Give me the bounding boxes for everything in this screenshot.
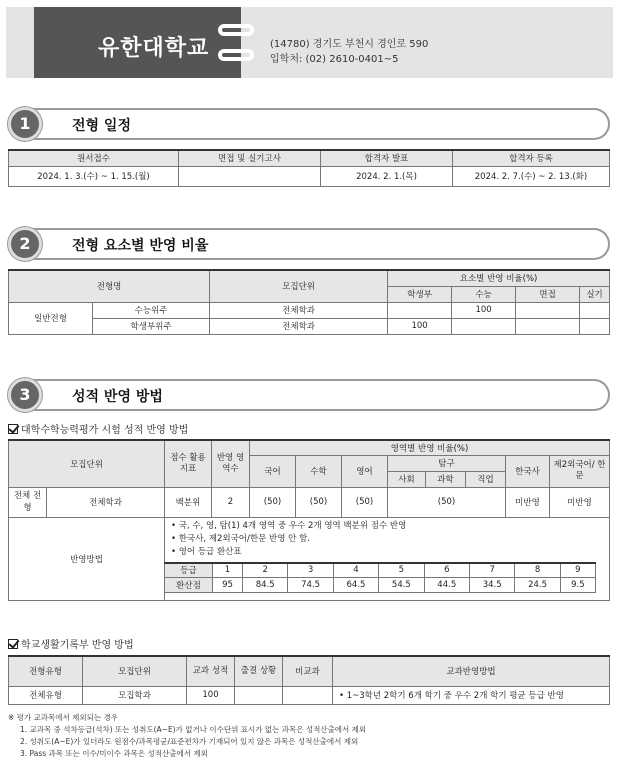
ratio-col: 실기	[580, 286, 610, 302]
csat-col-lang: 제2외국어/ 한문	[550, 455, 610, 487]
csat-col-sci: 과학	[426, 471, 466, 487]
school-value: 전체유형	[9, 686, 83, 704]
section-title: 전형 일정	[72, 118, 131, 134]
ratio-val	[452, 318, 516, 334]
csat-method-body	[165, 517, 610, 600]
schedule-value: 2024. 2. 1.(목)	[321, 166, 453, 186]
section-2-header	[8, 227, 610, 261]
ratio-val: 100	[452, 302, 516, 318]
contact-info	[270, 37, 428, 67]
csat-subtitle	[8, 421, 188, 436]
ratio-val	[388, 302, 452, 318]
ratio-val	[516, 318, 580, 334]
score-label: 환산점	[165, 578, 213, 593]
binder-ring-icon	[218, 24, 254, 36]
section-1-header	[8, 107, 610, 141]
school-header: 출결 상황	[235, 656, 283, 686]
score: 44.5	[424, 578, 469, 593]
school-header: 비교과	[283, 656, 333, 686]
csat-row-unit: 전체학과	[47, 487, 165, 517]
school-subtitle	[8, 636, 134, 651]
schedule-table	[8, 149, 610, 187]
ratio-sub: 학생부위주	[93, 318, 210, 334]
csat-col-eng: 영어	[342, 455, 388, 487]
csat-col-kor: 국어	[250, 455, 296, 487]
ratio-group: 일반전형	[9, 302, 93, 334]
grade-label: 등급	[165, 563, 213, 578]
csat-header-count: 반영 영역수	[212, 440, 250, 487]
section-title: 전형 요소별 반영 비율	[72, 238, 209, 254]
section-number: 1	[8, 107, 42, 141]
school-header: 모집단위	[83, 656, 187, 686]
grade: 7	[469, 563, 514, 578]
school-value: 모집학과	[83, 686, 187, 704]
method-bullet: • 한국사, 제2외국어/한문 반영 안 함.	[171, 533, 310, 544]
school-header: 전형유형	[9, 656, 83, 686]
checkbox-icon	[8, 639, 18, 649]
csat-row-index: 백분위	[165, 487, 212, 517]
schedule-header: 합격자 발표	[321, 150, 453, 166]
checkbox-icon	[8, 424, 18, 434]
university-name: 유한대학교	[98, 36, 210, 61]
score: 34.5	[469, 578, 514, 593]
csat-col-inq: 탐구	[388, 455, 506, 471]
note-heading: ※ 평가 교과목에서 제외되는 경우	[8, 713, 119, 722]
grade: 4	[333, 563, 378, 578]
csat-col-job: 직업	[466, 471, 506, 487]
ratio-col: 학생부	[388, 286, 452, 302]
score: 84.5	[243, 578, 288, 593]
school-value	[283, 686, 333, 704]
school-header: 교과 성적	[187, 656, 235, 686]
grade: 3	[288, 563, 333, 578]
ratio-col: 면접	[516, 286, 580, 302]
csat-row-inq: (50)	[388, 487, 506, 517]
csat-col-hist: 한국사	[506, 455, 550, 487]
ratio-header-unit: 모집단위	[210, 270, 388, 302]
csat-method-label: 반영방법	[9, 517, 165, 600]
ratio-col: 수능	[452, 286, 516, 302]
schedule-header: 원서접수	[9, 150, 179, 166]
csat-row-lang: 미반영	[550, 487, 610, 517]
section-3-header	[8, 378, 610, 412]
csat-row-math: (50)	[296, 487, 342, 517]
title-block	[34, 7, 241, 78]
ratio-unit: 전체학과	[210, 318, 388, 334]
ratio-val	[580, 302, 610, 318]
grade: 5	[379, 563, 424, 578]
score: 24.5	[515, 578, 560, 593]
school-value	[235, 686, 283, 704]
schedule-value	[179, 166, 321, 186]
schedule-value: 2024. 2. 7.(수) ~ 2. 13.(화)	[453, 166, 610, 186]
grade: 8	[515, 563, 560, 578]
ratio-header-type: 전형명	[9, 270, 210, 302]
grade: 1	[213, 563, 243, 578]
score: 9.5	[560, 578, 595, 593]
csat-row-kor: (50)	[250, 487, 296, 517]
ratio-unit: 전체학과	[210, 302, 388, 318]
school-header: 교과반영방법	[333, 656, 610, 686]
section-title: 성적 반영 방법	[72, 389, 163, 405]
csat-col-math: 수학	[296, 455, 342, 487]
csat-row-type: 전체 전형	[9, 487, 47, 517]
score: 95	[213, 578, 243, 593]
ratio-val	[516, 302, 580, 318]
method-bullet: • 영어 등급 환산표	[171, 546, 242, 557]
english-grade-table	[164, 562, 596, 594]
csat-col-soc: 사회	[388, 471, 426, 487]
csat-table	[8, 439, 610, 601]
note-item: 1. 교과목 중 석차등급(석차) 또는 성취도(A~E)가 없거나 이수단위 표시가 없는 과목은 성적산출에서 제외	[20, 725, 367, 734]
csat-header-unit: 모집단위	[9, 440, 165, 487]
binder-ring-icon	[218, 49, 254, 61]
header-banner	[6, 7, 613, 78]
grade: 9	[560, 563, 595, 578]
csat-subtitle-text: 대학수학능력평가 시험 성적 반영 방법	[21, 425, 189, 436]
score: 64.5	[333, 578, 378, 593]
grade: 6	[424, 563, 469, 578]
school-value: • 1~3학년 2학기 6개 학기 중 우수 2개 학기 평균 등급 반영	[333, 686, 610, 704]
grade: 2	[243, 563, 288, 578]
ratio-val: 100	[388, 318, 452, 334]
school-record-table	[8, 655, 610, 705]
score: 74.5	[288, 578, 333, 593]
csat-row-eng: (50)	[342, 487, 388, 517]
ratio-val	[580, 318, 610, 334]
schedule-header: 합격자 등록	[453, 150, 610, 166]
schedule-header: 면접 및 실기고사	[179, 150, 321, 166]
footnotes	[8, 712, 366, 760]
section-number: 3	[8, 378, 42, 412]
note-item: 3. Pass 과목 또는 이수/미이수 과목은 성적산출에서 제외	[20, 749, 208, 758]
school-value: 100	[187, 686, 235, 704]
ratio-table	[8, 269, 610, 335]
ratio-sub: 수능위주	[93, 302, 210, 318]
section-number: 2	[8, 227, 42, 261]
csat-header-index: 점수 활용 지표	[165, 440, 212, 487]
csat-row-count: 2	[212, 487, 250, 517]
csat-row-hist: 미반영	[506, 487, 550, 517]
csat-header-ratio: 영역별 반영 비율(%)	[250, 440, 610, 455]
school-subtitle-text: 학교생활기록부 반영 방법	[21, 640, 134, 651]
ratio-header-ratio: 요소별 반영 비율(%)	[388, 270, 610, 286]
address: (14780) 경기도 부천시 경인로 590	[270, 39, 429, 50]
phone: 입학처: (02) 2610-0401~5	[270, 54, 399, 65]
note-item: 2. 성취도(A~E)가 있더라도 원점수/과목평균/표준편차가 기재되어 있지 않은 과목은 성적산출에서 제외	[20, 737, 359, 746]
schedule-value: 2024. 1. 3.(수) ~ 1. 15.(월)	[9, 166, 179, 186]
score: 54.5	[379, 578, 424, 593]
method-bullet: • 국, 수, 영, 탐(1) 4개 영역 중 우수 2개 영역 백분위 점수 반영	[171, 520, 407, 531]
